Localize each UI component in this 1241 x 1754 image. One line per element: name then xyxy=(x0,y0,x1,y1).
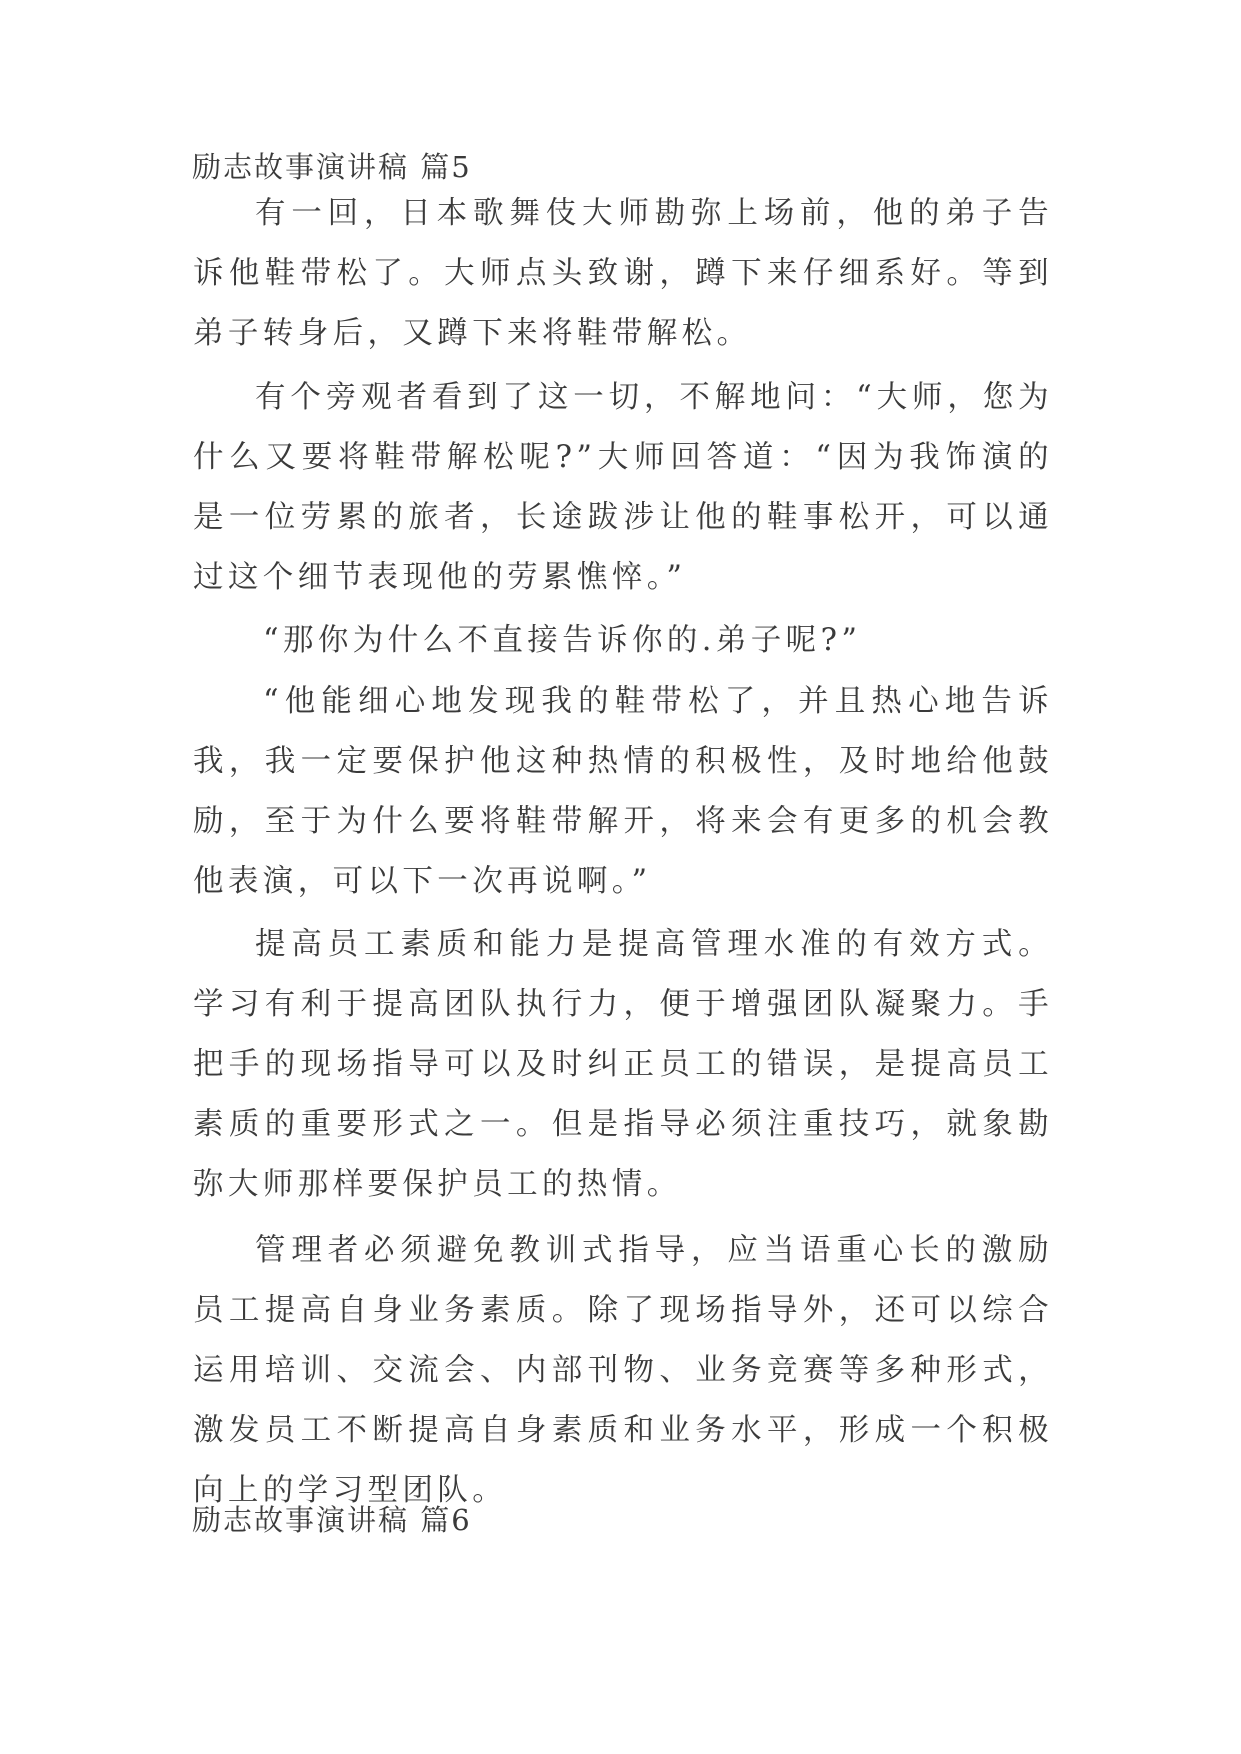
paragraph-6: 管理者必须避免教训式指导，应当语重心长的激励员工提高自身业务素质。除了现场指导外，还可以综合运用培训、交流会、内部刊物、业务竞赛等多种形式，激发员工不断提高自身素质和业务水平，形成一个积极向上的学习型团队。 xyxy=(193,1233,1053,1508)
paragraph-5: 提高员工素质和能力是提高管理水准的有效方式。学习有利于提高团队执行力，便于增强团队凝聚力。手把手的现场指导可以及时纠正员工的错误，是提高员工素质的重要形式之一。但是指导必须注重技巧，就象勘弥大师那样要保护员工的热情。 xyxy=(193,927,1053,1202)
section-heading-6: 励志故事演讲稿 篇6 xyxy=(192,1503,472,1537)
paragraph-3: “那你为什么不直接告诉你的.弟子呢?” xyxy=(263,623,862,658)
paragraph-1: 有一回，日本歌舞伎大师勘弥上场前，他的弟子告诉他鞋带松了。大师点头致谢，蹲下来仔细系好。等到弟子转身后，又蹲下来将鞋带解松。 xyxy=(193,196,1053,351)
paragraph-4: “他能细心地发现我的鞋带松了，并且热心地告诉我，我一定要保护他这种热情的积极性，及时地给他鼓励，至于为什么要将鞋带解开，将来会有更多的机会教他表演，可以下一次再说啊。” xyxy=(193,684,1053,899)
paragraph-2: 有个旁观者看到了这一切，不解地问：“大师，您为什么又要将鞋带解松呢?”大师回答道：“因为我饰演的是一位劳累的旅者，长途跋涉让他的鞋事松开，可以通过这个细节表现他的劳累憔悴。” xyxy=(193,380,1053,595)
section-heading-5: 励志故事演讲稿 篇5 xyxy=(192,150,472,184)
